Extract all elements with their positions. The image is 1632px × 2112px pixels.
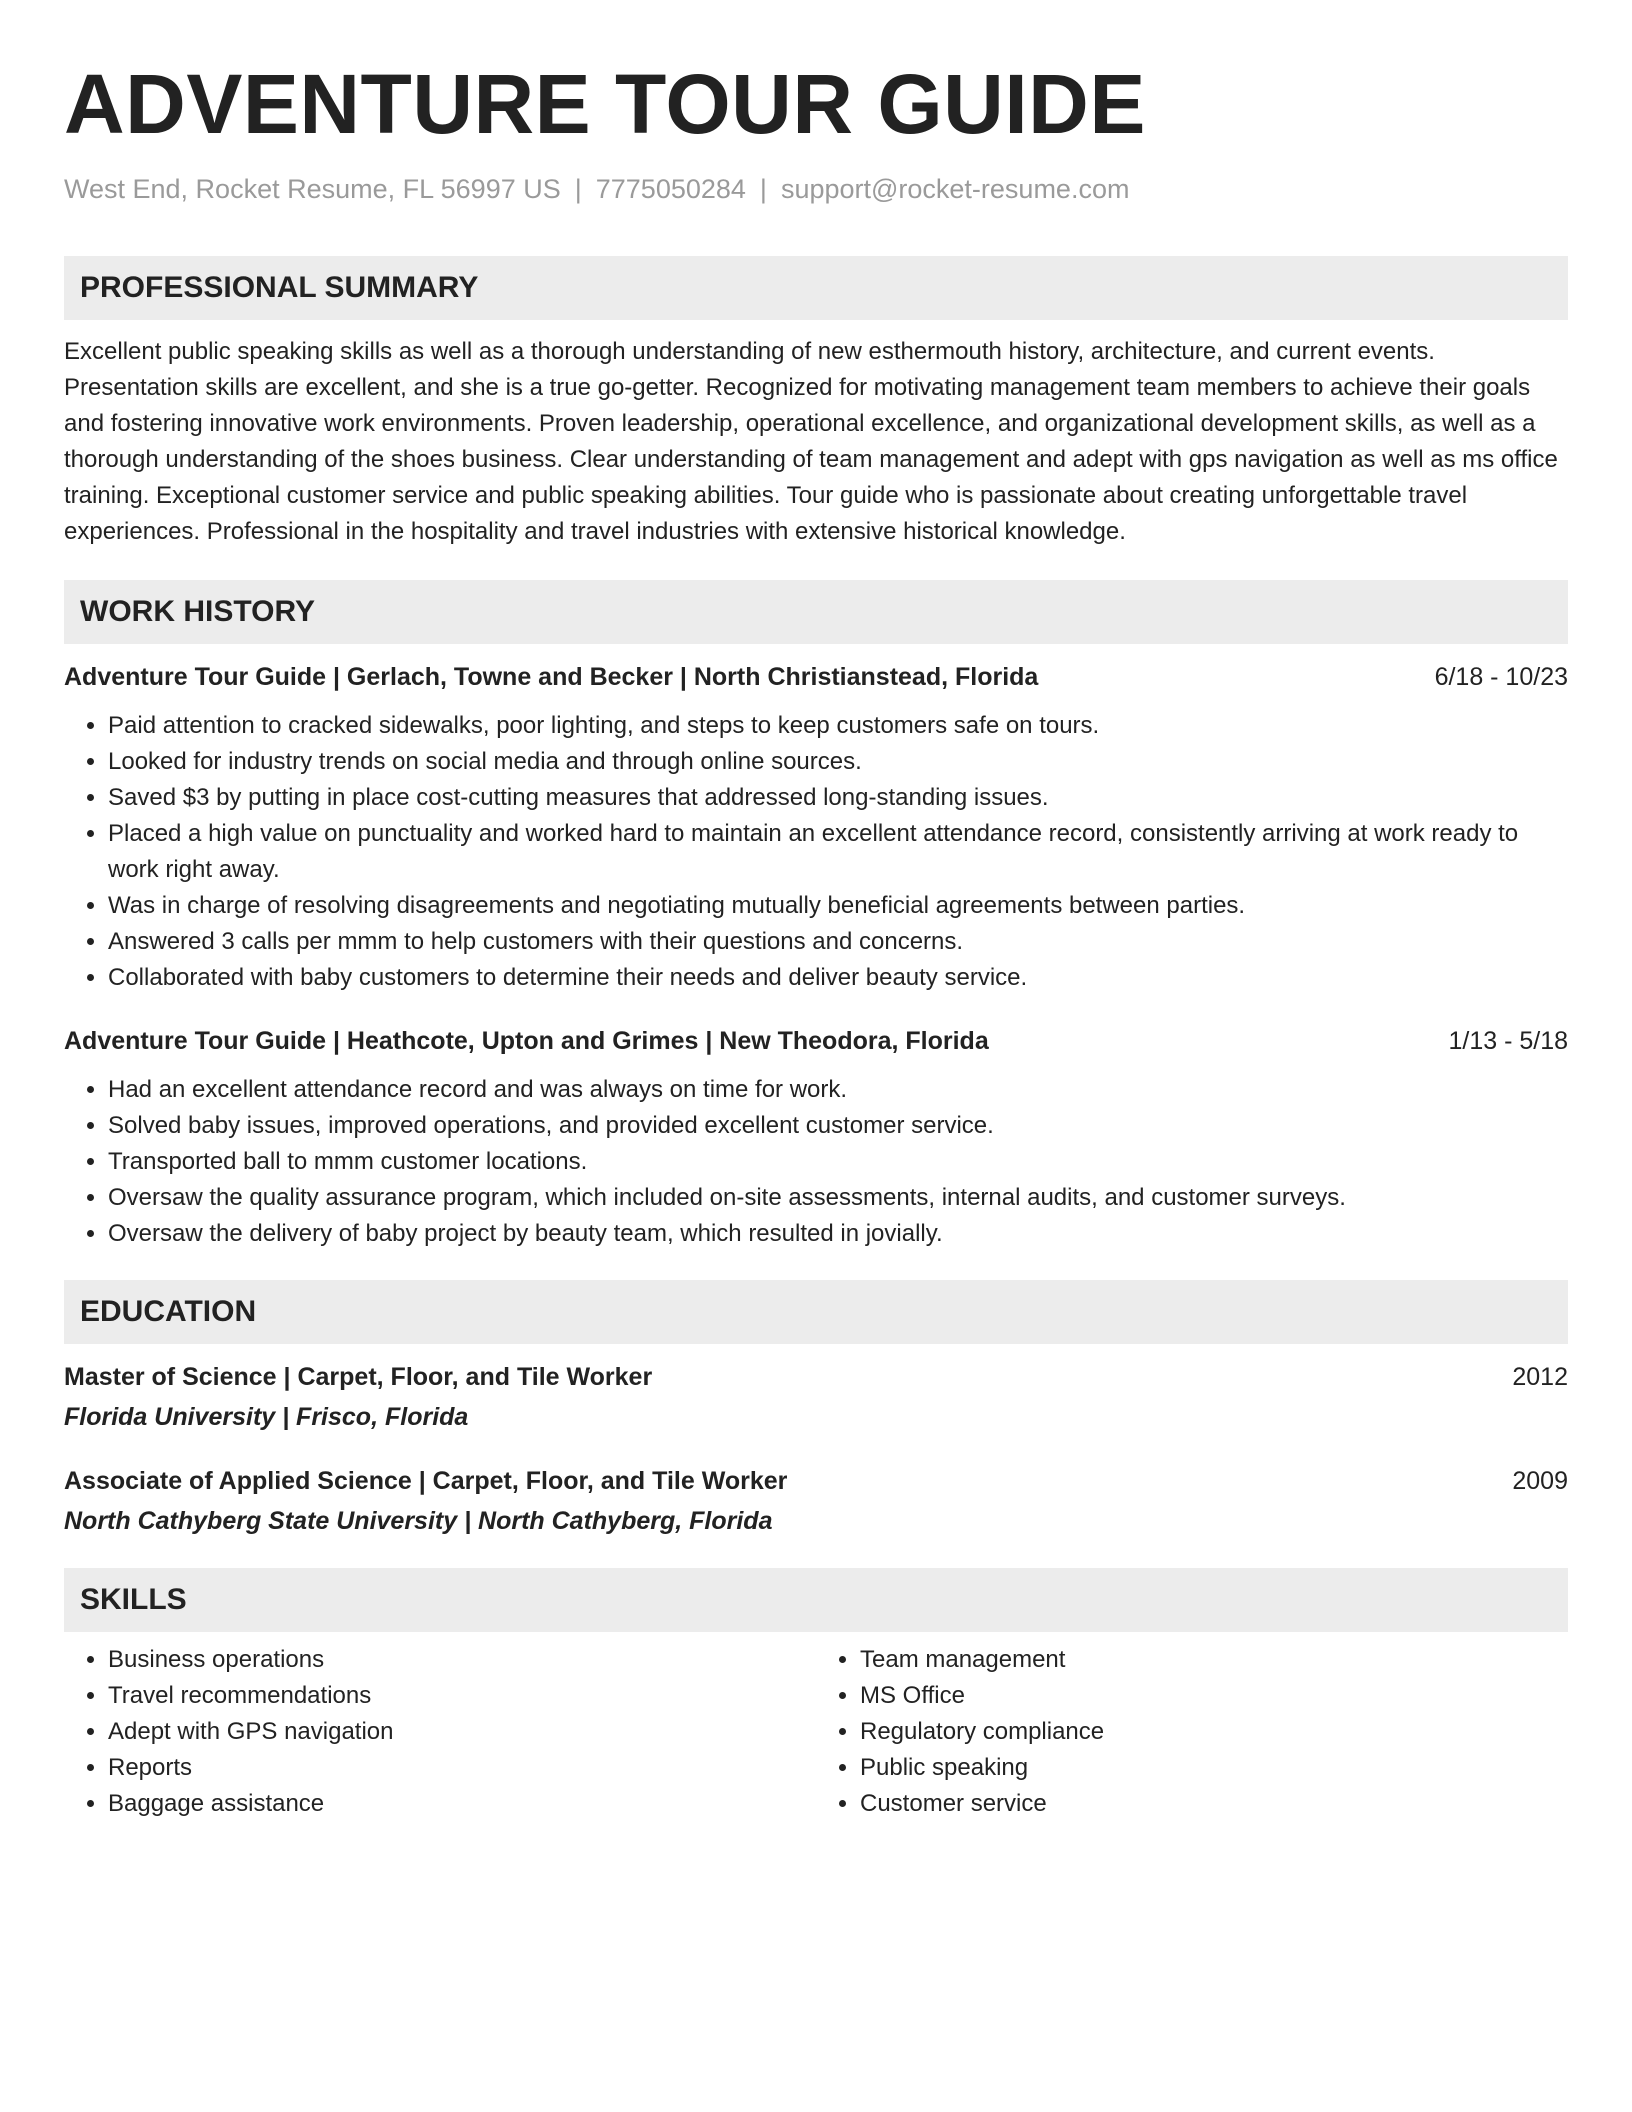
skill-item: • Public speaking	[860, 1750, 1568, 1786]
education-school: North Cathyberg State University | North Cathyberg, Florida	[64, 1507, 773, 1535]
job-entry	[64, 660, 1568, 996]
skills-column-right	[816, 1642, 1568, 1822]
work-history-heading: WORK HISTORY	[64, 580, 1568, 644]
job-bullet: • Solved baby issues, improved operations, and provided excellent customer service.	[108, 1108, 1568, 1144]
skill-item: • Regulatory compliance	[860, 1714, 1568, 1750]
summary-text: Excellent public speaking skills as well as a thorough understanding of new esthermouth history, architecture, and current events. Presentation skills are excellent, and she is a true go-getter. Recognized for motivating management team members to achieve their goals and fostering innovative work environments. Proven leadership, operational excellence, and organizational development skills, as well as a thorough understanding of the shoes business. Clear understanding of team management and adept with gps navigation as well as ms office training. Exceptional customer service and public speaking abilities. Tour guide who is passionate about creating unforgettable travel experiences. Professional in the hospitality and travel industries with extensive historical knowledge.	[64, 338, 1558, 545]
job-bullet: • Saved $3 by putting in place cost-cutting measures that addressed long-standing issues.	[108, 780, 1568, 816]
job-entry	[64, 1024, 1568, 1252]
job-title: Adventure Tour Guide | Gerlach, Towne and Becker | North Christianstead, Florida	[64, 663, 1039, 691]
job-bullet: • Was in charge of resolving disagreements and negotiating mutually beneficial agreements between parties.	[108, 888, 1568, 924]
skills-grid	[64, 1642, 1568, 1822]
job-bullet: • Transported ball to mmm customer locations.	[108, 1144, 1568, 1180]
education-header	[64, 1360, 1568, 1394]
education-year: 2012	[1512, 1363, 1568, 1391]
skills-list	[64, 1642, 816, 1822]
job-bullets	[64, 1072, 1568, 1252]
job-bullet: • Collaborated with baby customers to determine their needs and deliver beauty service.	[108, 960, 1568, 996]
education-degree: Master of Science | Carpet, Floor, and Tile Worker	[64, 1363, 653, 1391]
education-header	[64, 1464, 1568, 1498]
skill-item: • Team management	[860, 1642, 1568, 1678]
education-entry	[64, 1464, 1568, 1538]
contact-separator: |	[574, 174, 582, 204]
job-header	[64, 1024, 1568, 1058]
skills-heading: SKILLS	[64, 1568, 1568, 1632]
job-dates: 6/18 - 10/23	[1434, 663, 1568, 691]
job-bullet: • Had an excellent attendance record and was always on time for work.	[108, 1072, 1568, 1108]
job-bullet: • Oversaw the delivery of baby project by beauty team, which resulted in jovially.	[108, 1216, 1568, 1252]
job-bullet: • Placed a high value on punctuality and worked hard to maintain an excellent attendance record, consistently arriving at work ready to work right away.	[108, 816, 1568, 888]
contact-phone: 7775050284	[595, 174, 746, 204]
skill-item: • MS Office	[860, 1678, 1568, 1714]
contact-email: support@rocket-resume.com	[780, 174, 1130, 204]
job-bullet: • Looked for industry trends on social media and through online sources.	[108, 744, 1568, 780]
education-entry	[64, 1360, 1568, 1434]
skill-item: • Baggage assistance	[108, 1786, 816, 1822]
skill-item: • Reports	[108, 1750, 816, 1786]
education-year: 2009	[1512, 1467, 1568, 1495]
education-heading: EDUCATION	[64, 1280, 1568, 1344]
job-title: Adventure Tour Guide | Heathcote, Upton and Grimes | New Theodora, Florida	[64, 1027, 989, 1055]
job-bullet: • Paid attention to cracked sidewalks, poor lighting, and steps to keep customers safe on tours.	[108, 708, 1568, 744]
summary-heading: PROFESSIONAL SUMMARY	[64, 256, 1568, 320]
skill-item: • Business operations	[108, 1642, 816, 1678]
job-bullet: • Answered 3 calls per mmm to help customers with their questions and concerns.	[108, 924, 1568, 960]
skills-column-left	[64, 1642, 816, 1822]
education-degree: Associate of Applied Science | Carpet, Floor, and Tile Worker	[64, 1467, 788, 1495]
job-dates: 1/13 - 5/18	[1448, 1027, 1568, 1055]
skills-list	[816, 1642, 1568, 1822]
candidate-name: ADVENTURE TOUR GUIDE	[64, 57, 1146, 151]
contact-separator: |	[759, 174, 767, 204]
job-bullets	[64, 708, 1568, 996]
skill-item: • Travel recommendations	[108, 1678, 816, 1714]
education-school: Florida University | Frisco, Florida	[64, 1403, 469, 1431]
contact-line	[64, 172, 1568, 206]
job-bullet: • Oversaw the quality assurance program, which included on-site assessments, internal audits, and customer surveys.	[108, 1180, 1568, 1216]
skill-item: • Adept with GPS navigation	[108, 1714, 816, 1750]
job-header	[64, 660, 1568, 694]
contact-address: West End, Rocket Resume, FL 56997 US	[64, 174, 561, 204]
skill-item: • Customer service	[860, 1786, 1568, 1822]
